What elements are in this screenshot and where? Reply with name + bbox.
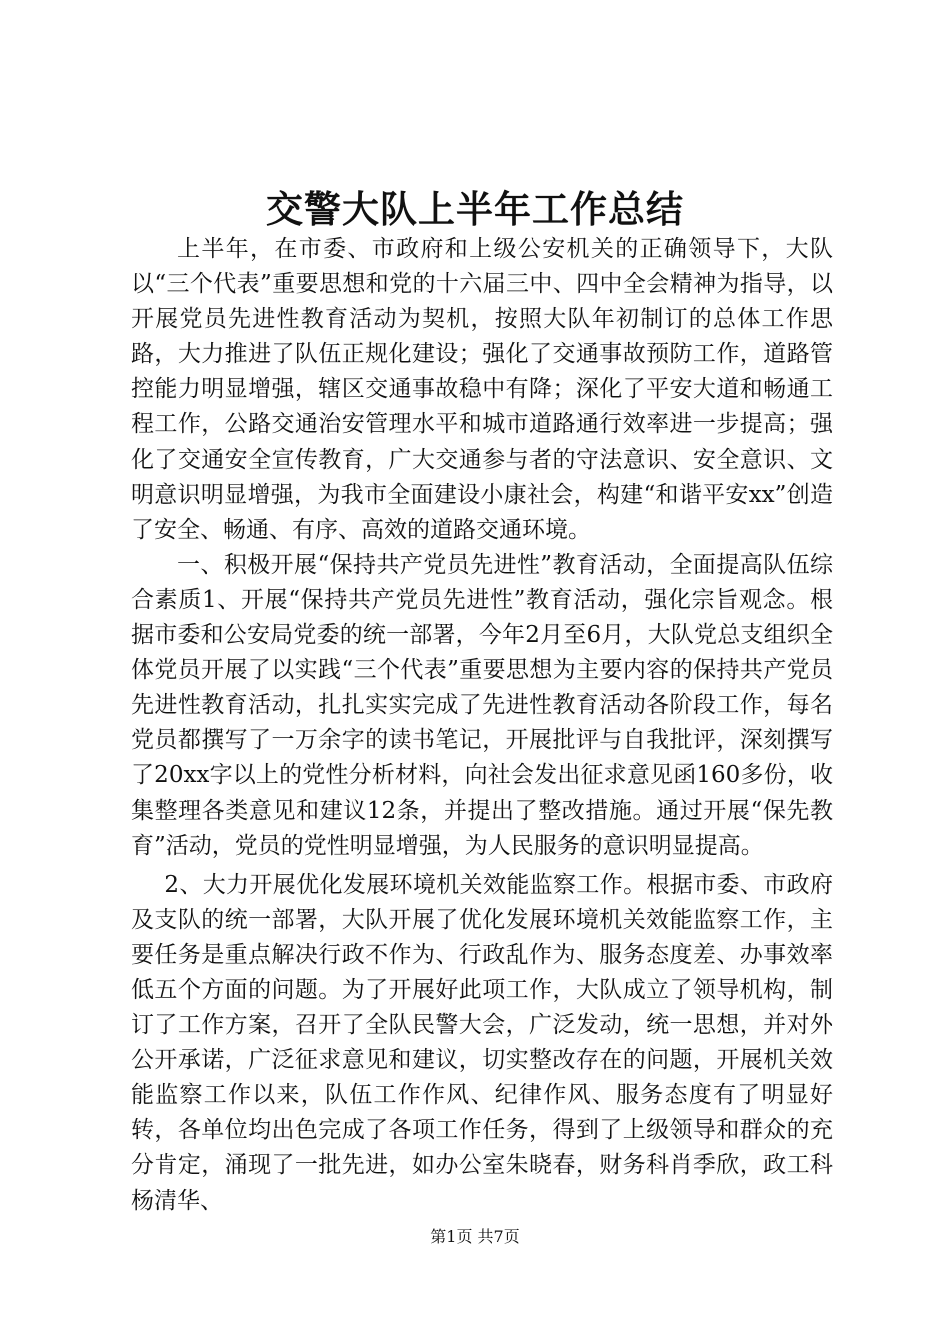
paragraph-intro: 上半年，在市委、市政府和上级公安机关的正确领导下，大队以“三个代表”重要思想和党的十六届三中、四中全会精神为指导，以开展党员先进性教育活动为契机，按照大队年初制订的总体工作思路，大力推进了队伍正规化建设；强化了交通事故预防工作，道路管控能力明显增强，辖区交通事故稳中有降；深化了平安大道和畅通工程工作，公路交通治安管理水平和城市道路通行效率进一步提高；强化了交通安全宣传教育，广大交通参与者的守法意识、安全意识、文明意识明显增强，为我市全面建设小康社会，构建“和谐平安xx”创造了安全、畅通、有序、高效的道路交通环境。 xyxy=(131,236,833,543)
paragraph-item-two: 2、大力开展优化发展环境机关效能监察工作。根据市委、市政府及支队的统一部署，大队开展了优化发展环境机关效能监察工作，主要任务是重点解决行政不作为、行政乱作为、服务态度差、办事效率低五个方面的问题。为了开展好此项工作，大队成立了领导机构，制订了工作方案，召开了全队民警大会，广泛发动，统一思想，并对外公开承诺，广泛征求意见和建议，切实整改存在的问题，开展机关效能监察工作以来，队伍工作作风、纪律作风、服务态度有了明显好转，各单位均出色完成了各项工作任务，得到了上级领导和群众的充分肯定，涌现了一批先进，如办公室朱晓春，财务科肖季欣，政工科杨清华、 xyxy=(131,871,833,1214)
document-title: 交警大队上半年工作总结 xyxy=(266,187,684,231)
paragraph-section-one: 一、积极开展“保持共产党员先进性”教育活动，全面提高队伍综合素质1、开展“保持共产党员先进性”教育活动，强化宗旨观念。根据市委和公安局党委的统一部署，今年2月至6月，大队党总支组织全体党员开展了以实践“三个代表”重要思想为主要内容的保持共产党员先进性教育活动，扎扎实实完成了先进性教育活动各阶段工作，每名党员都撰写了一万余字的读书笔记，开展批评与自我批评，深刻撰写了20xx字以上的党性分析材料，向社会发出征求意见函160多份，收集整理各类意见和建议12条，并提出了整改措施。通过开展“保先教育”活动，党员的党性明显增强，为人民服务的意识明显提高。 xyxy=(131,551,833,859)
page-footer: 第1页 共7页 xyxy=(430,1227,520,1246)
document-body xyxy=(131,232,833,1219)
